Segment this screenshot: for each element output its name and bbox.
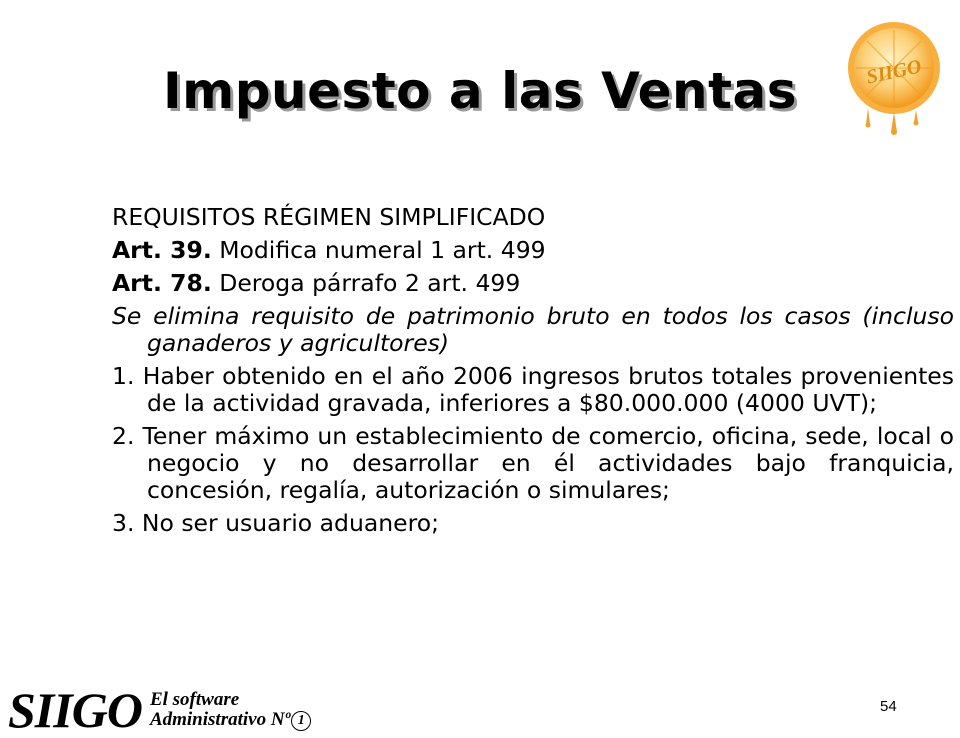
logo-tagline xyxy=(150,690,311,731)
logo-tagline-line2: Administrativo Nº 1 xyxy=(150,710,311,731)
slide-title: Impuesto a las Ventas xyxy=(163,62,797,120)
requirement-1: 1. Haber obtenido en el año 2006 ingresos brutos totales provenientes de la actividad gravada, inferiores a $80.000.000 (4000 UVT); xyxy=(112,362,954,417)
article-78-text: Deroga párrafo 2 art. 499 xyxy=(211,269,521,297)
siigo-footer-logo xyxy=(8,682,311,738)
section-heading: REQUISITOS RÉGIMEN SIMPLIFICADO xyxy=(112,203,546,231)
article-39-label: Art. 39. xyxy=(112,236,212,264)
requirement-3: 3. No ser usuario aduanero; xyxy=(112,509,440,537)
logo-brand: SIIGO xyxy=(8,682,142,738)
article-39-text: Modifica numeral 1 art. 499 xyxy=(211,236,546,264)
logo-tagline-line1: El software xyxy=(149,689,240,710)
requirement-2: 2. Tener máximo un establecimiento de comercio, oficina, sede, local o negocio y no desarrollar en él actividades bajo franquicia, concesión, regalía, autorización o simulares; xyxy=(112,422,954,504)
orange-logo-text: SIIGO xyxy=(864,55,924,89)
orange-logo-icon xyxy=(838,12,948,137)
article-39 xyxy=(112,237,954,264)
page-number: 54 xyxy=(880,698,897,715)
note-paragraph: Se elimina requisito de patrimonio bruto en todos los casos (incluso ganaderos y agricultores) xyxy=(112,302,954,357)
article-78-label: Art. 78. xyxy=(112,269,212,297)
article-78 xyxy=(112,270,954,297)
slide-content xyxy=(112,204,954,543)
logo-badge: 1 xyxy=(291,711,311,731)
